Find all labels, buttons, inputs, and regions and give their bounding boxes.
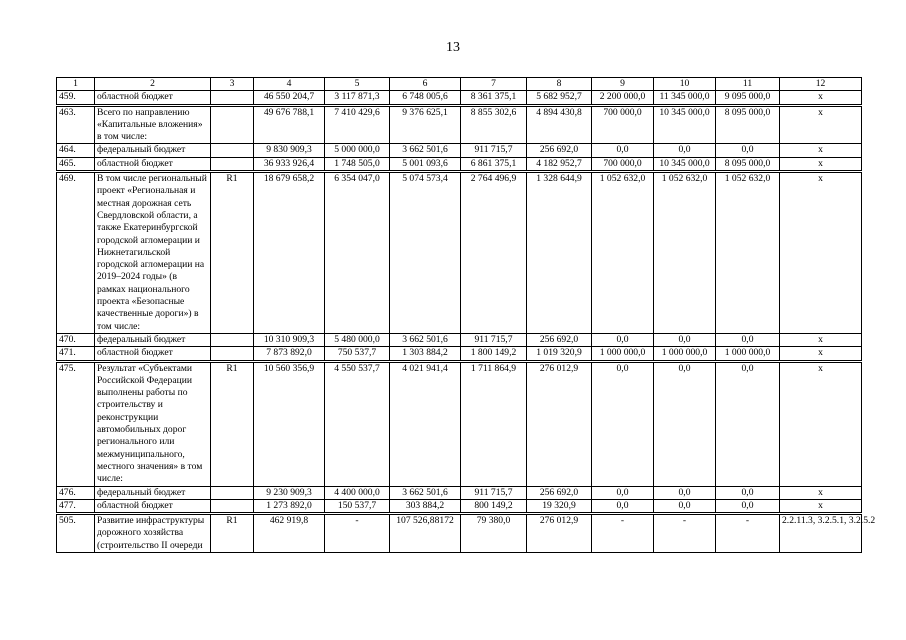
- value-cell: 4 400 000,0: [325, 486, 390, 499]
- value-cell: 1 052 632,0: [654, 172, 716, 334]
- value-cell: 0,0: [592, 499, 654, 513]
- row-number-cell: 469.: [57, 172, 95, 334]
- value-cell: 6 748 005,6: [390, 91, 461, 105]
- value-cell: 5 001 093,6: [390, 157, 461, 171]
- value-cell: 1 328 644,9: [527, 172, 592, 334]
- value-cell: 1 303 884,2: [390, 347, 461, 361]
- table-row: [57, 499, 862, 513]
- value-cell: 9 830 909,3: [254, 144, 325, 157]
- ref-cell: x: [780, 172, 862, 334]
- row-number-cell: 505.: [57, 514, 95, 553]
- ref-cell: x: [780, 157, 862, 171]
- value-cell: 8 361 375,1: [461, 91, 527, 105]
- table-row: [57, 514, 862, 553]
- row-number-cell: 477.: [57, 499, 95, 513]
- header-cell: 8: [527, 78, 592, 91]
- row-code-cell: [211, 105, 254, 144]
- value-cell: 0,0: [654, 361, 716, 486]
- value-cell: 6 354 047,0: [325, 172, 390, 334]
- row-number-cell: 471.: [57, 347, 95, 361]
- value-cell: 3 662 501,6: [390, 144, 461, 157]
- value-cell: 11 345 000,0: [654, 91, 716, 105]
- value-cell: 10 345 000,0: [654, 105, 716, 144]
- value-cell: 8 855 302,6: [461, 105, 527, 144]
- row-name-cell: Развитие инфраструктуры дорожного хозяйства (строительство II очереди: [95, 514, 211, 553]
- value-cell: 4 550 537,7: [325, 361, 390, 486]
- value-cell: 800 149,2: [461, 499, 527, 513]
- value-cell: 5 480 000,0: [325, 333, 390, 346]
- value-cell: 3 662 501,6: [390, 486, 461, 499]
- row-name-cell: областной бюджет: [95, 347, 211, 361]
- value-cell: 700 000,0: [592, 157, 654, 171]
- table-row: [57, 486, 862, 499]
- value-cell: 0,0: [592, 486, 654, 499]
- table-row: [57, 144, 862, 157]
- value-cell: 1 000 000,0: [592, 347, 654, 361]
- value-cell: 5 000 000,0: [325, 144, 390, 157]
- table-row: [57, 333, 862, 346]
- row-code-cell: R1: [211, 361, 254, 486]
- value-cell: 10 560 356,9: [254, 361, 325, 486]
- row-code-cell: [211, 157, 254, 171]
- ref-cell: x: [780, 361, 862, 486]
- table-row: [57, 105, 862, 144]
- row-code-cell: [211, 333, 254, 346]
- row-code-cell: [211, 144, 254, 157]
- value-cell: 9 230 909,3: [254, 486, 325, 499]
- value-cell: 462 919,8: [254, 514, 325, 553]
- value-cell: 0,0: [592, 361, 654, 486]
- ref-cell: x: [780, 486, 862, 499]
- value-cell: 1 000 000,0: [716, 347, 780, 361]
- ref-cell: x: [780, 499, 862, 513]
- row-name-cell: федеральный бюджет: [95, 144, 211, 157]
- row-number-cell: 464.: [57, 144, 95, 157]
- value-cell: 1 748 505,0: [325, 157, 390, 171]
- ref-cell: x: [780, 347, 862, 361]
- row-number-cell: 465.: [57, 157, 95, 171]
- row-name-cell: федеральный бюджет: [95, 333, 211, 346]
- value-cell: 4 021 941,4: [390, 361, 461, 486]
- header-cell: 11: [716, 78, 780, 91]
- value-cell: 79 380,0: [461, 514, 527, 553]
- value-cell: 1 019 320,9: [527, 347, 592, 361]
- header-cell: 6: [390, 78, 461, 91]
- value-cell: 0,0: [716, 361, 780, 486]
- value-cell: 0,0: [716, 499, 780, 513]
- value-cell: 1 052 632,0: [592, 172, 654, 334]
- value-cell: 10 310 909,3: [254, 333, 325, 346]
- value-cell: 700 000,0: [592, 105, 654, 144]
- row-number-cell: 476.: [57, 486, 95, 499]
- value-cell: 1 273 892,0: [254, 499, 325, 513]
- value-cell: 107 526,88172: [390, 514, 461, 553]
- value-cell: -: [654, 514, 716, 553]
- value-cell: 3 117 871,3: [325, 91, 390, 105]
- table-row: [57, 361, 862, 486]
- budget-table: [56, 77, 876, 553]
- value-cell: 1 000 000,0: [654, 347, 716, 361]
- row-number-cell: 475.: [57, 361, 95, 486]
- header-cell: 2: [95, 78, 211, 91]
- value-cell: 0,0: [654, 144, 716, 157]
- row-code-cell: R1: [211, 172, 254, 334]
- value-cell: 0,0: [716, 486, 780, 499]
- value-cell: 8 095 000,0: [716, 105, 780, 144]
- value-cell: 256 692,0: [527, 144, 592, 157]
- ref-cell: x: [780, 144, 862, 157]
- value-cell: 750 537,7: [325, 347, 390, 361]
- value-cell: 0,0: [592, 144, 654, 157]
- value-cell: -: [325, 514, 390, 553]
- row-number-cell: 463.: [57, 105, 95, 144]
- value-cell: 4 894 430,8: [527, 105, 592, 144]
- row-name-cell: областной бюджет: [95, 499, 211, 513]
- row-code-cell: [211, 499, 254, 513]
- value-cell: 276 012,9: [527, 361, 592, 486]
- value-cell: 150 537,7: [325, 499, 390, 513]
- value-cell: 1 052 632,0: [716, 172, 780, 334]
- header-cell: 4: [254, 78, 325, 91]
- value-cell: 18 679 658,2: [254, 172, 325, 334]
- value-cell: 0,0: [654, 333, 716, 346]
- header-cell: 1: [57, 78, 95, 91]
- value-cell: 10 345 000,0: [654, 157, 716, 171]
- row-code-cell: [211, 91, 254, 105]
- page-number: 13: [446, 40, 460, 55]
- value-cell: 3 662 501,6: [390, 333, 461, 346]
- value-cell: 1 800 149,2: [461, 347, 527, 361]
- value-cell: 911 715,7: [461, 144, 527, 157]
- value-cell: 1 711 864,9: [461, 361, 527, 486]
- value-cell: -: [592, 514, 654, 553]
- value-cell: 7 410 429,6: [325, 105, 390, 144]
- value-cell: 19 320,9: [527, 499, 592, 513]
- value-cell: -: [716, 514, 780, 553]
- value-cell: 0,0: [716, 144, 780, 157]
- row-name-cell: Всего по направлению «Капитальные вложения» в том числе:: [95, 105, 211, 144]
- ref-cell: x: [780, 333, 862, 346]
- value-cell: 7 873 892,0: [254, 347, 325, 361]
- header-cell: 10: [654, 78, 716, 91]
- value-cell: 36 933 926,4: [254, 157, 325, 171]
- table-row: [57, 172, 862, 334]
- value-cell: 256 692,0: [527, 486, 592, 499]
- row-name-cell: Результат «Субъектами Российской Федерации выполнены работы по строительству и реконструкции автомобильных дорог регионального или межмуниципального, местного значения» в том числе:: [95, 361, 211, 486]
- table-row: [57, 91, 862, 105]
- header-cell: 5: [325, 78, 390, 91]
- value-cell: 303 884,2: [390, 499, 461, 513]
- row-name-cell: В том числе региональный проект «Региональная и местная дорожная сеть Свердловской области, а также Екатеринбургской городской агломерации и Нижнетагильской городской агломерации на 2019–2024 годы» (в рамках национального проекта «Безопасные качественные дороги») в том числе:: [95, 172, 211, 334]
- ref-cell: 2.2.11.3, 3.2.5.1, 3.2.5.2: [780, 514, 862, 553]
- value-cell: 911 715,7: [461, 486, 527, 499]
- value-cell: 5 682 952,7: [527, 91, 592, 105]
- value-cell: 2 764 496,9: [461, 172, 527, 334]
- value-cell: 0,0: [654, 499, 716, 513]
- ref-cell: x: [780, 105, 862, 144]
- header-cell: 7: [461, 78, 527, 91]
- header-cell: 12: [780, 78, 862, 91]
- row-code-cell: [211, 347, 254, 361]
- value-cell: 4 182 952,7: [527, 157, 592, 171]
- row-name-cell: областной бюджет: [95, 91, 211, 105]
- row-code-cell: [211, 486, 254, 499]
- value-cell: 0,0: [654, 486, 716, 499]
- row-name-cell: федеральный бюджет: [95, 486, 211, 499]
- value-cell: 5 074 573,4: [390, 172, 461, 334]
- value-cell: 49 676 788,1: [254, 105, 325, 144]
- value-cell: 8 095 000,0: [716, 157, 780, 171]
- value-cell: 276 012,9: [527, 514, 592, 553]
- table-row: [57, 347, 862, 361]
- value-cell: 0,0: [592, 333, 654, 346]
- header-cell: 3: [211, 78, 254, 91]
- header-row: [57, 78, 862, 91]
- value-cell: 46 550 204,7: [254, 91, 325, 105]
- value-cell: 2 200 000,0: [592, 91, 654, 105]
- ref-cell: x: [780, 91, 862, 105]
- value-cell: 9 095 000,0: [716, 91, 780, 105]
- header-cell: 9: [592, 78, 654, 91]
- row-number-cell: 470.: [57, 333, 95, 346]
- value-cell: 256 692,0: [527, 333, 592, 346]
- value-cell: 911 715,7: [461, 333, 527, 346]
- row-name-cell: областной бюджет: [95, 157, 211, 171]
- row-code-cell: R1: [211, 514, 254, 553]
- value-cell: 6 861 375,1: [461, 157, 527, 171]
- value-cell: 9 376 625,1: [390, 105, 461, 144]
- row-number-cell: 459.: [57, 91, 95, 105]
- table-row: [57, 157, 862, 171]
- value-cell: 0,0: [716, 333, 780, 346]
